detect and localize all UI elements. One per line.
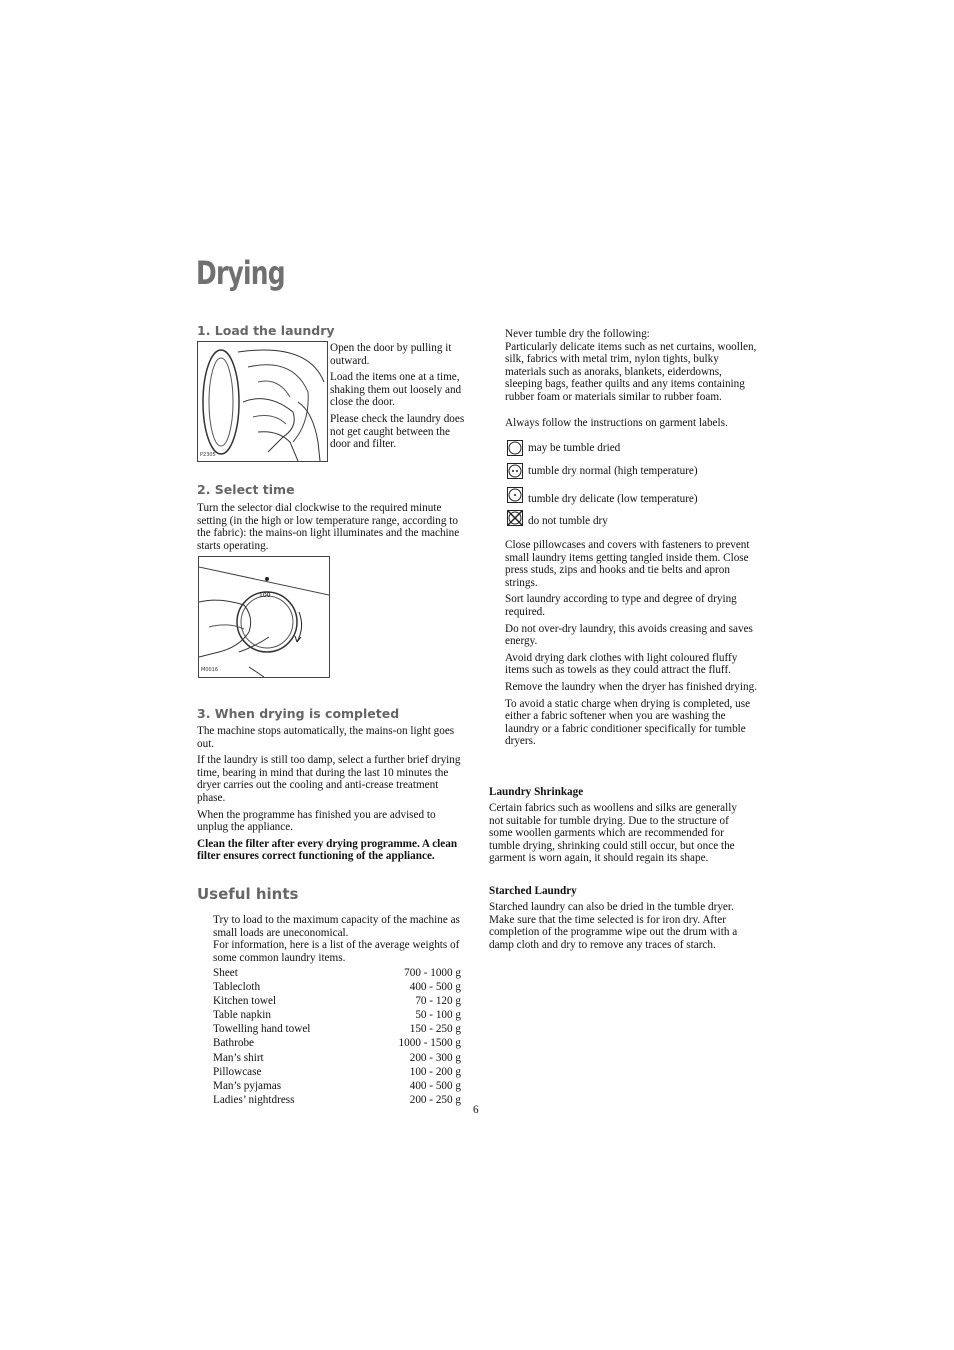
never-tumble-dry xyxy=(505,328,757,404)
tumble-dry-high-icon xyxy=(507,463,523,479)
do-not-tumble-dry-icon xyxy=(507,510,523,526)
table-row xyxy=(213,1065,461,1079)
symbol-label: tumble dry normal (high temperature) xyxy=(528,465,698,477)
selector-dial-illustration xyxy=(198,556,330,678)
item-weight: 200 - 250 g xyxy=(409,1093,461,1106)
hints-intro: Try to load to the maximum capacity of the machine as small loads are uneconomical. xyxy=(213,914,460,939)
select-time-text: Turn the selector dial clockwise to the required minute setting (in the high or low temperature range, according to the fabric): the mains-on light illuminates and the machine starts operating. xyxy=(197,502,460,552)
tip-paragraph: Do not over-dry laundry, this avoids creasing and saves energy. xyxy=(505,622,753,648)
load-laundry-heading: 1. Load the laundry xyxy=(197,323,335,338)
item-name: Sheet xyxy=(213,967,238,979)
drying-completed-heading: 3. When drying is completed xyxy=(197,706,400,721)
tip-paragraph: To avoid a static charge when drying is completed, use either a fabric softener when you are washing the laundry or a fabric conditioner specifically for tumble dryers. xyxy=(505,697,751,748)
item-name: Man’s pyjamas xyxy=(213,1079,282,1092)
tip-paragraph: Avoid drying dark clothes with light coloured fluffy items such as towels as they could attract the fluff. xyxy=(505,651,738,677)
item-weight: 100 - 200 g xyxy=(409,1065,461,1078)
load-laundry-illustration xyxy=(197,341,328,462)
select-time-heading: 2. Select time xyxy=(197,482,295,497)
page-number: 6 xyxy=(473,1104,479,1116)
tip-paragraph: Remove the laundry when the dryer has finished drying. xyxy=(505,680,757,693)
never-list: Particularly delicate items such as net curtains, woollen, silk, fabrics with metal trim, nylon tights, bulky materials such as anoraks, blankets, eiderdowns, sleeping bags, feather quilts and any items containing rubber foam or materials similar to rubber foam. xyxy=(505,340,757,403)
shrinkage-heading: Laundry Shrinkage xyxy=(489,786,584,798)
tip-paragraph: Sort laundry according to type and degree of drying required. xyxy=(505,593,737,618)
tumble-dry-allowed-icon xyxy=(507,440,523,456)
completed-paragraph: The machine stops automatically, the mains-on light goes out. xyxy=(197,725,455,750)
item-name: Pillowcase xyxy=(213,1065,262,1078)
starched-heading: Starched Laundry xyxy=(489,885,577,897)
tip-paragraph: Close pillowcases and covers with fasteners to prevent small laundry items getting tangled inside them. Close press studs, zips and hooks and tie belts and apron strings. xyxy=(505,539,750,589)
completed-paragraph: If the laundry is still too damp, select a further brief drying time, bearing in mind that during the last 10 minutes the dryer carries out the cooling and anti-crease treatment phase. xyxy=(197,754,461,804)
item-weight: 1000 - 1500 g xyxy=(398,1037,461,1050)
item-weight: 200 - 300 g xyxy=(409,1051,461,1064)
load-laundry-text xyxy=(330,342,470,455)
shrinkage-text: Certain fabrics such as woollens and silks are generally not suitable for tumble drying. Due to the structure of some woollen garments which are recommended for tumble drying, shrinking could still occur, but once the garment is worn again, it should regain its shape. xyxy=(489,802,737,865)
tumble-dry-low-icon xyxy=(507,487,523,503)
item-weight: 70 - 120 g xyxy=(415,995,461,1008)
item-weight: 400 - 500 g xyxy=(409,1079,461,1092)
image-code: P2305 xyxy=(200,452,216,458)
table-row xyxy=(213,1036,461,1050)
load-paragraph: Please check the laundry does not get caught between the door and filter. xyxy=(330,412,465,451)
item-name: Ladies’ nightdress xyxy=(213,1093,295,1106)
item-name: Table napkin xyxy=(213,1009,271,1022)
item-name: Towelling hand towel xyxy=(213,1023,311,1036)
useful-hints-intro xyxy=(213,914,469,964)
table-row xyxy=(213,980,461,994)
item-weight: 150 - 250 g xyxy=(409,1023,461,1036)
table-row xyxy=(213,1022,461,1036)
completed-paragraph: When the programme has finished you are advised to unplug the appliance. xyxy=(197,808,436,834)
svg-text:100: 100 xyxy=(259,592,271,599)
garment-labels-note: Always follow the instructions on garment labels. xyxy=(505,417,728,429)
door-hand-drawing xyxy=(198,342,327,461)
item-name: Tablecloth xyxy=(213,981,261,994)
load-paragraph: Open the door by pulling it outward. xyxy=(330,342,452,367)
dial-hand-drawing xyxy=(199,557,329,677)
symbol-label: tumble dry delicate (low temperature) xyxy=(528,493,698,505)
tips-list xyxy=(505,539,757,752)
clean-filter-note: Clean the filter after every drying programme. A clean filter ensures correct functioning of the appliance. xyxy=(197,837,458,863)
item-name: Man’s shirt xyxy=(213,1051,264,1064)
table-row xyxy=(213,1051,461,1065)
page-title: Drying xyxy=(196,254,285,292)
table-row xyxy=(213,994,461,1008)
item-weight: 400 - 500 g xyxy=(409,981,461,994)
symbol-label: may be tumble dried xyxy=(528,442,621,454)
item-name: Bathrobe xyxy=(213,1037,255,1050)
item-name: Kitchen towel xyxy=(213,995,277,1008)
table-row xyxy=(213,1079,461,1093)
item-weight: 50 - 100 g xyxy=(415,1009,461,1022)
load-paragraph: Load the items one at a time, shaking them out loosely and close the door. xyxy=(330,371,462,409)
drying-completed-text xyxy=(197,725,469,867)
hints-intro: For information, here is a list of the average weights of some common laundry items. xyxy=(213,939,460,964)
starched-text: Starched laundry can also be dried in the tumble dryer. Make sure that the time selected is for iron dry. After completion of the programme wipe out the drum with a damp cloth and dry to remove any traces of starch. xyxy=(489,901,738,951)
image-code: M0016 xyxy=(201,667,219,673)
table-row xyxy=(213,1093,461,1107)
never-heading: Never tumble dry the following: xyxy=(505,328,650,340)
weights-table xyxy=(213,966,461,1107)
table-row xyxy=(213,1008,461,1022)
table-row xyxy=(213,966,461,980)
useful-hints-heading: Useful hints xyxy=(197,885,299,903)
symbol-label: do not tumble dry xyxy=(528,515,608,527)
item-weight: 700 - 1000 g xyxy=(404,967,461,979)
